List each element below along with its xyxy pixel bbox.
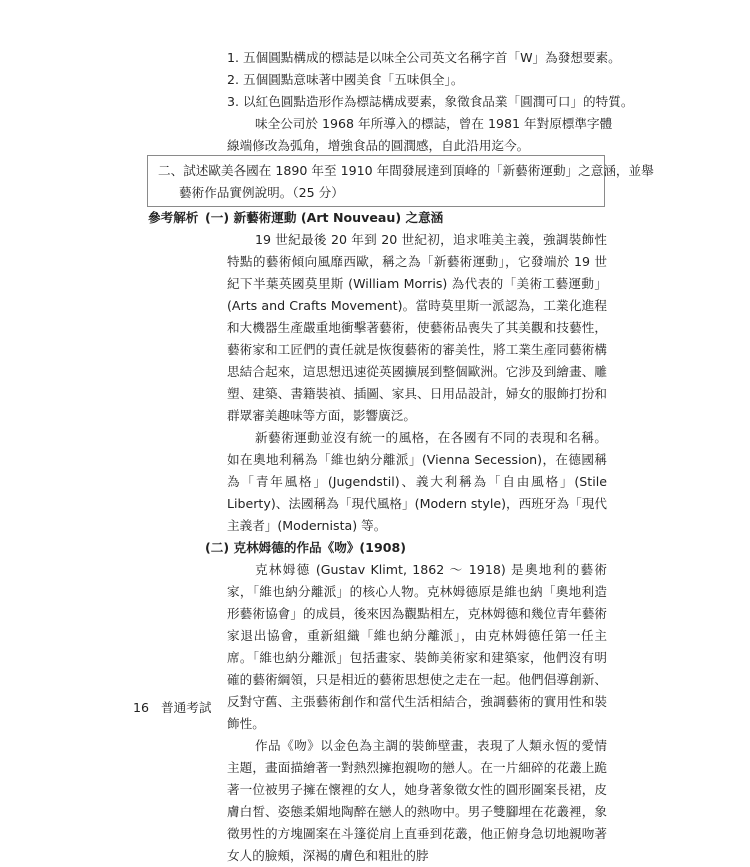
page-number: 16 [133,700,150,715]
paragraph: 19 世紀最後 20 年到 20 世紀初，追求唯美主義，強調裝飾性特點的藝術傾向風靡西歐，稱之為「新藝術運動」，它發端於 19 世紀下半葉英國莫里斯 (William Morris) 為代表的「美術工藝運動」(Arts and Crafts Movement)。當時莫里斯一派認為，工業化進程和大機器生產嚴重地衝擊著藝術，使藝術品喪失了其美觀和技藝性，藝術家和工匠們的責任就是恢復藝術的審美性，將工業生產同藝術構思結合起來，這思想迅速從英國擴展到整個歐洲。它涉及到繪畫、雕塑、建築、書籍裝禎、插圖、家具、日用品設計，婦女的服飾打扮和群眾審美趣味等方面，影響廣泛。 [227,232,607,423]
book-title: 普通考試 [161,700,212,715]
paragraph: 作品《吻》以金色為主調的裝飾壁畫，表現了人類永恆的愛情主題，畫面描繪著一對熱烈擁抱親吻的戀人。在一片細碎的花叢上跪著一位被男子擁在懷裡的女人，她身著象徵女性的圓形圖案長裙，皮膚白皙、姿態柔媚地陶醉在戀人的熱吻中。男子雙腳埋在花叢裡，象徵男性的方塊圖案在斗篷從肩上直垂到花叢，他正俯身急切地親吻著女人的臉頰，深褐的膚色和粗壯的脖 [227,738,607,863]
page-footer [133,697,219,719]
answer-label: 參考解析 [148,210,199,225]
section-heading: (二) 克林姆德的作品《吻》(1908) [205,540,406,555]
question-line-1: 二、試述歐美各國在 1890 年至 1910 年間發展達到頂峰的「新藝術運動」之意涵，並舉 [158,163,654,178]
paragraph: 新藝術運動並沒有統一的風格，在各國有不同的表現和名稱。如在奧地利稱為「維也納分離派」(Vienna Secession)，在德國稱為「青年風格」(Jugendstil)、義大利稱為「自由風格」(Stile Liberty)、法國稱為「現代風格」(Modern style)，西班牙為「現代主義者」(Modernista) 等。 [227,430,607,533]
question-line-2: 藝術作品實例說明。（25 分） [179,185,344,200]
paragraph: 克林姆德 (Gustav Klimt, 1862 ～ 1918) 是奧地利的藝術家，「維也納分離派」的核心人物。克林姆德原是維也納「奧地利造形藝術協會」的成員，後來因為觀點相左，克林姆德和幾位青年藝術家退出協會，重新組織「維也納分離派」，由克林姆德任第一任主席。「維也納分離派」包括畫家、裝飾美術家和建築家，他們沒有明確的藝術綱領，只是相近的藝術思想使之走在一起。他們倡導創新、反對守舊、主張藝術創作和當代生活相結合，強調藝術的實用性和裝飾性。 [227,562,607,731]
section-body [205,559,607,867]
section-heading: (一) 新藝術運動 (Art Nouveau) 之意涵 [205,210,444,225]
list-item: 1. 五個圓點構成的標誌是以味全公司英文名稱字首「W」為發想要素。 [227,50,621,65]
list-item: 3. 以紅色圓點造形作為標誌構成要素，象徵食品業「圓潤可口」的特質。 [227,94,634,109]
list-note-paragraph: 味全公司於 1968 年所導入的標誌，曾在 1981 年對原標準字體線端修改為弧角，增強食品的圓潤感，自此沿用迄今。 [227,116,613,153]
list-item: 2. 五個圓點意味著中國美食「五味俱全」。 [227,72,464,87]
logo-explanation-list [227,47,634,157]
answer-body [205,207,607,867]
section-body [205,229,607,537]
question-box [147,155,654,207]
